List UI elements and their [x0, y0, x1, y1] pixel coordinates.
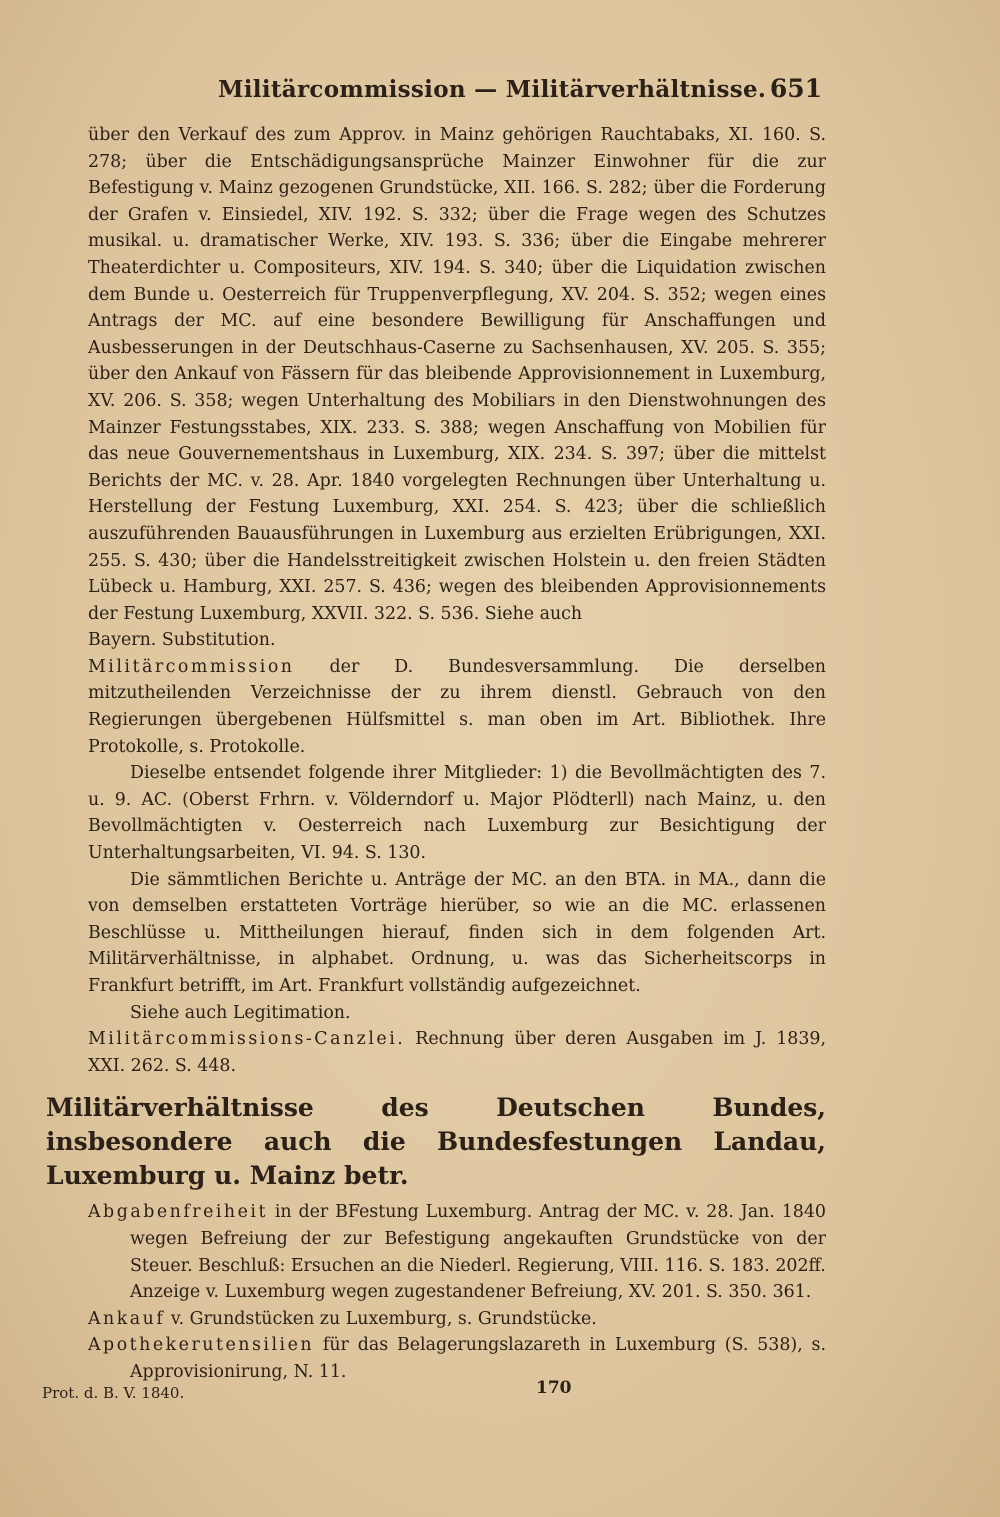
entry-text: der D. Bundesversammlung. Die derselben mitzutheilenden Verzeichnisse der zu ihrem dienstl. Gebrauch von den Regierungen übergebenen Hülfsmittel s. man oben im Art. Bibliothek. Ihre Protokolle, s. Protokolle. [88, 656, 826, 757]
entry-militaercommission [88, 654, 826, 760]
running-title: Militärcommission — Militärverhältnisse. [218, 76, 767, 103]
paragraph-continuation-tail: Bayern. Substitution. [88, 630, 276, 651]
paragraph: Die sämmtlichen Berichte u. Anträge der MC. an den BTA. in MA., dann die von demselben erstatteten Vorträge hierüber, so wie an die MC. erlassenen Beschlüsse u. Mittheilungen hierauf, finden sich in dem folgenden Art. Militärverhältnisse, in alphabet. Ordnung, u. was das Sicherheitscorps in Frankfurt betrifft, im Art. Frankfurt vollständig aufgezeichnet. [88, 869, 826, 996]
entry-text: Anzeige v. Luxemburg wegen zugestandener Befreiung, XV. 201. S. 350. 361. [130, 1282, 812, 1303]
printer-signature: Prot. d. B. V. 1840. [42, 1384, 185, 1402]
page-footer [42, 1378, 842, 1408]
entry-lead-term: Apothekerutensilien [88, 1335, 315, 1356]
entry-lead-term: Militärcommission [88, 656, 295, 677]
paragraph: Siehe auch Legitimation. [130, 1002, 351, 1023]
entry-text: in der BFestung Luxemburg. Antrag der MC. v. 28. Jan. 1840 wegen Befreiung der zur Befestigung angekauften Grundstücke von der Steuer. Beschluß: Ersuchen an die Niederl. Regierung, VIII. 116. S. 183. 202ff. [130, 1202, 827, 1276]
entry-text: Rechnung über deren Ausgaben im J. 1839, XXI. 262. S. 448. [88, 1029, 826, 1076]
entry-text: für das Belagerungslazareth in Luxemburg (S. 538), s. Approvisionirung, N. 11. [130, 1335, 827, 1382]
paragraph-continuation: über den Verkauf des zum Approv. in Mainz gehörigen Rauchtabaks, XI. 160. S. 278; über die Entschädigungsansprüche Mainzer Einwohner für die zur Befestigung v. Mainz gezogenen Grundstücke, XII. 166. S. 282; über die Forderung der Grafen v. Einsiedel, XIV. 192. S. 332; über die Frage wegen des Schutzes musikal. u. dramatischer Werke, XIV. 193. S. 336; über die Eingabe mehrerer Theaterdichter u. Compositeurs, XIV. 194. S. 340; über die Liquidation zwischen dem Bunde u. Oesterreich für Truppenverpflegung, XV. 204. S. 352; wegen eines Antrags der MC. auf eine besondere Bewilligung für Anschaffungen und Ausbesserungen in der Deutschhaus-Caserne zu Sachsenhausen, XV. 205. S. 355; über den Ankauf von Fässern für das bleibende Approvisionnement in Luxemburg, XV. 206. S. 358; wegen Unterhaltung des Mobiliars in den Dienstwohnungen des Mainzer Festungsstabes, XIX. 233. S. 388; wegen Anschaffung von Mobilien für das neue Gouvernementshaus in Luxemburg, XIX. 234. S. 397; über die mittelst Berichts der MC. v. 28. Apr. 1840 vorgelegten Rechnungen über Unterhaltung u. Herstellung der Festung Luxemburg, XXI. 254. S. 423; über die schließlich auszuführenden Bauausführungen in Luxemburg aus erzielten Erübrigungen, XXI. 255. S. 430; über die Handelsstreitigkeit zwischen Holstein u. den freien Städten Lübeck u. Hamburg, XXI. 257. S. 436; wegen des bleibenden Approvisionnements der Festung Luxemburg, XXVII. 322. S. 536. Siehe auch [88, 125, 826, 624]
entry-militaercommissions-canzlei [88, 1026, 826, 1079]
page-body [46, 122, 827, 1386]
entry-lead-term: Abgabenfreiheit [88, 1202, 268, 1223]
entry-text: v. Grundstücken zu Luxemburg, s. Grundstücke. [170, 1308, 597, 1329]
page-number: 651 [769, 74, 822, 103]
section-entry [88, 1279, 826, 1306]
page-header [88, 72, 828, 112]
gathering-number: 170 [536, 1378, 572, 1398]
section-entry [88, 1306, 826, 1333]
paragraph: Dieselbe entsendet folgende ihrer Mitglieder: 1) die Bevollmächtigten des 7. u. 9. AC. (Oberst Frhrn. v. Völderndorf u. Major Plödterll) nach Mainz, u. den Bevollmächtigten v. Oesterreich nach Luxemburg zur Besichtigung der Unterhaltungsarbeiten, VI. 94. S. 130. [88, 763, 826, 864]
entry-lead-term: Ankauf [88, 1308, 166, 1329]
section-heading: Militärverhältnisse des Deutschen Bundes, insbesondere auch die Bundesfestungen Landau, Luxemburg u. Mainz betr. [46, 1093, 826, 1191]
section-entry [88, 1199, 826, 1279]
entry-lead-term: Militärcommissions-Canzlei. [88, 1029, 406, 1050]
